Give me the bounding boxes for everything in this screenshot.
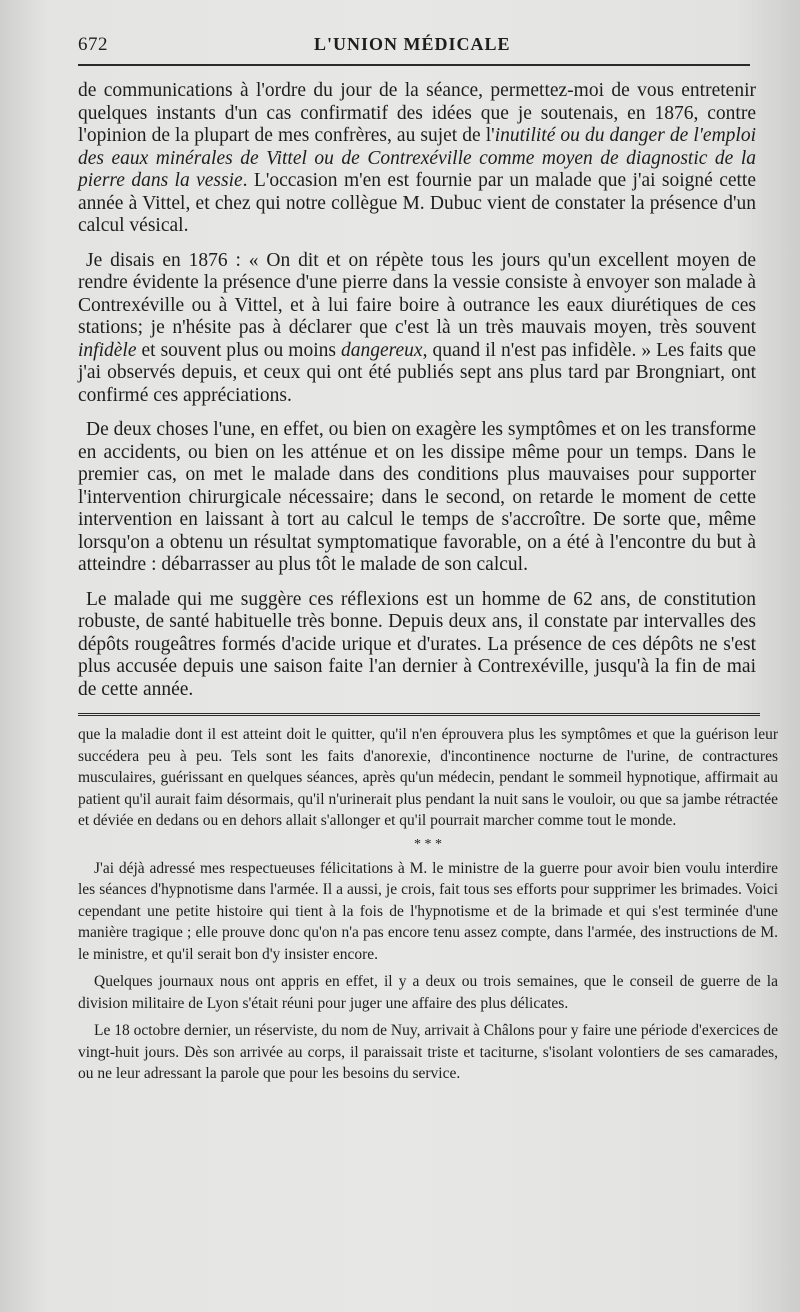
p2-text-a: Je disais en 1876 : « On dit et on répète tous les jours qu'un excellent moyen de rendre évidente la présence d'une pierre dans la vessie consiste à envoyer son malade à Contrexéville ou à Vittel, et à lui faire boire à outrance les eaux diurétiques de ces stations; je n'hésite pas à déclarer que c'est là un très mauvais moyen, très souvent	[78, 249, 756, 338]
article-paragraph-2	[78, 250, 756, 408]
asterism: * * *	[414, 836, 442, 852]
feuilleton-paragraph-2: J'ai déjà adressé mes respectueuses félicitations à M. le ministre de la guerre pour avoir bien voulu interdire les séances d'hypnotisme dans l'armée. Il a aussi, je crois, fait tous ses efforts pour supprimer les brimades. Voici cependant une petite histoire qui tient à la fois de l'hypnotisme et de la brimade et qui s'est terminée d'une manière tragique ; elle prouve donc qu'on n'a pas encore tenu assez compte, dans l'armée, des instructions de M. le ministre, et qu'il serait bon d'y insister encore.	[78, 859, 778, 963]
feuilleton-paragraph-3: Quelques journaux nous ont appris en effet, il y a deux ou trois semaines, que le conseil de guerre de la division militaire de Lyon s'était réuni pour juger une affaire des plus délicates.	[78, 973, 778, 1012]
feuilleton-section	[78, 724, 778, 1085]
article-paragraph-4: Le malade qui me suggère ces réflexions est un homme de 62 ans, de constitution robuste, de santé habituelle très bonne. Depuis deux ans, il constate par intervalles des dépôts rougeâtres formés d'acide urique et d'urates. La présence de ces dépôts ne s'est plus accusée depuis une saison faite l'an dernier à Contrexéville, jusqu'à la fin de mai de cette année.	[78, 588, 756, 700]
p2-italic-2: dangereux	[340, 339, 423, 361]
header-rule	[78, 64, 750, 66]
p2-text-c: , quand il n'est pas infidèle. » Les faits que j'ai observés depuis, et ceux qui ont été publiés sept ans plus tard par Brongniart, ont confirmé ces appréciations.	[78, 339, 756, 406]
p1-text-b: . L'occasion m'en est fournie par un malade que j'ai soigné cette année à Vittel, et chez qui notre collègue M. Dubuc vient de constater la présence d'un calcul vésical.	[78, 170, 757, 236]
feuilleton-paragraph-1: que la maladie dont il est atteint doit le quitter, qu'il n'en éprouvera plus les symptômes et que la guérison leur succédera peu à peu. Tels sont les faits d'anorexie, d'incontinence nocturne de l'urine, de contractures musculaires, guérissant en quelques séances, après qu'un médecin, pendant le sommeil hypnotique, affirmait au patient qu'il aurait faim désormais, qu'il n'urinerait plus pendant la nuit sans le vouloir, ou que sa jambe rétractée et déviée en dedans ou en dehors allait s'allonger et qu'il pourrait marcher comme tout le monde.	[78, 726, 778, 829]
running-title: L'UNION MÉDICALE	[314, 34, 511, 54]
article-body	[78, 80, 756, 701]
p1-italic: inutilité ou du danger de l'emploi des eaux minérales de Vittel ou de Contrexéville comme moyen de diagnostic de la pierre dans la vessie	[78, 125, 756, 191]
feuilleton-separator	[78, 713, 760, 716]
p2-text-b: et souvent plus ou moins	[136, 339, 341, 361]
page-header	[78, 28, 760, 58]
p1-text-a: de communications à l'ordre du jour de la séance, permettez-moi de vous entretenir quelques instants d'un cas confirmatif des idées que je soutenais, en 1876, contre l'opinion de la plupart de mes confrères, au sujet de l'	[78, 80, 756, 146]
article-paragraph-3: De deux choses l'une, en effet, ou bien on exagère les symptômes et on les transforme en accidents, ou bien on les atténue et on les dissipe même pour un temps. Dans le premier cas, on met le malade dans des conditions plus mauvaises pour supporter l'intervention chirurgicale nécessaire; dans le second, on retarde le moment de cette intervention en laissant à tort au calcul le temps de s'accroître. De sorte que, même lorsqu'on a obtenu un résultat symptomatique favorable, on a été à l'encontre du but à atteindre : débarrasser au plus tôt le malade de son calcul.	[78, 419, 756, 575]
feuilleton-paragraph-4: Le 18 octobre dernier, un réserviste, du nom de Nuy, arrivait à Châlons pour y faire une période d'exercices de vingt-huit jours. Dès son arrivée au corps, il paraissait triste et taciturne, s'isolant volontiers de ses camarades, ou ne leur adressant la parole que pour les besoins du service.	[78, 1022, 778, 1082]
article-paragraph-1	[78, 80, 756, 238]
page-number: 672	[78, 34, 108, 55]
p2-italic-1: infidèle	[78, 339, 137, 361]
